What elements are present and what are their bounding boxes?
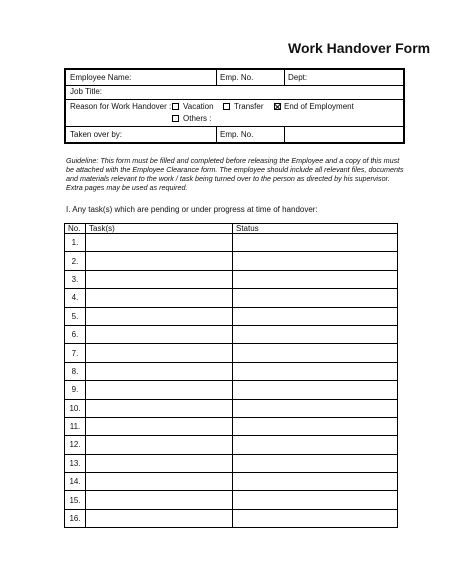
table-row bbox=[65, 344, 398, 362]
task-cell[interactable] bbox=[86, 417, 233, 435]
table-row bbox=[65, 399, 398, 417]
row-divider bbox=[66, 99, 403, 100]
others-label: Others : bbox=[183, 114, 212, 123]
status-cell[interactable] bbox=[233, 436, 398, 454]
row-number: 15. bbox=[65, 491, 86, 509]
transfer-label: Transfer bbox=[234, 102, 264, 111]
col-divider bbox=[284, 70, 285, 85]
row-number: 16. bbox=[65, 509, 86, 527]
row-number: 1. bbox=[65, 234, 86, 252]
col-header-status: Status bbox=[233, 224, 398, 234]
form-title: Work Handover Form bbox=[288, 40, 431, 56]
task-cell[interactable] bbox=[86, 509, 233, 527]
status-cell[interactable] bbox=[233, 362, 398, 380]
task-cell[interactable] bbox=[86, 307, 233, 325]
job-title-label: Job Title: bbox=[70, 87, 103, 96]
task-cell[interactable] bbox=[86, 270, 233, 288]
end-of-employment-checkbox[interactable] bbox=[274, 103, 281, 110]
row-number: 8. bbox=[65, 362, 86, 380]
table-row bbox=[65, 289, 398, 307]
task-cell[interactable] bbox=[86, 362, 233, 380]
tasks-table bbox=[64, 223, 398, 528]
others-checkbox[interactable] bbox=[172, 115, 179, 122]
task-cell[interactable] bbox=[86, 344, 233, 362]
col-header-no: No. bbox=[65, 224, 86, 234]
row-number: 7. bbox=[65, 344, 86, 362]
col-header-tasks: Task(s) bbox=[86, 224, 233, 234]
table-row bbox=[65, 325, 398, 343]
status-cell[interactable] bbox=[233, 252, 398, 270]
task-cell[interactable] bbox=[86, 491, 233, 509]
row-number: 3. bbox=[65, 270, 86, 288]
status-cell[interactable] bbox=[233, 234, 398, 252]
row-divider bbox=[66, 85, 403, 86]
employee-name-label: Employee Name: bbox=[70, 73, 132, 82]
status-cell[interactable] bbox=[233, 289, 398, 307]
transfer-checkbox[interactable] bbox=[223, 103, 230, 110]
task-cell[interactable] bbox=[86, 234, 233, 252]
row-number: 4. bbox=[65, 289, 86, 307]
task-cell[interactable] bbox=[86, 454, 233, 472]
task-cell[interactable] bbox=[86, 325, 233, 343]
taken-over-by-label: Taken over by: bbox=[70, 130, 123, 139]
task-cell[interactable] bbox=[86, 252, 233, 270]
row-number: 11. bbox=[65, 417, 86, 435]
status-cell[interactable] bbox=[233, 417, 398, 435]
row-divider bbox=[66, 126, 403, 127]
table-row bbox=[65, 270, 398, 288]
table-row bbox=[65, 381, 398, 399]
task-cell[interactable] bbox=[86, 436, 233, 454]
status-cell[interactable] bbox=[233, 325, 398, 343]
row-number: 10. bbox=[65, 399, 86, 417]
table-row bbox=[65, 307, 398, 325]
guideline-text: Guideline: This form must be filled and completed before releasing the Employee and a copy of this must be attached with the Employee Clearance form. The employee should include all relevant files, documents and materials relevant to the work / task being turned over to the person as directed by his supervisor. Extra pages may be used as required. bbox=[66, 156, 404, 192]
col-divider bbox=[216, 126, 217, 144]
row-number: 12. bbox=[65, 436, 86, 454]
status-cell[interactable] bbox=[233, 381, 398, 399]
employee-info-box bbox=[64, 68, 405, 144]
table-row bbox=[65, 436, 398, 454]
task-cell[interactable] bbox=[86, 381, 233, 399]
table-row bbox=[65, 491, 398, 509]
table-row bbox=[65, 252, 398, 270]
col-divider bbox=[216, 70, 217, 85]
table-row bbox=[65, 454, 398, 472]
row-number: 13. bbox=[65, 454, 86, 472]
status-cell[interactable] bbox=[233, 491, 398, 509]
status-cell[interactable] bbox=[233, 270, 398, 288]
table-row bbox=[65, 417, 398, 435]
task-cell[interactable] bbox=[86, 289, 233, 307]
dept-label: Dept: bbox=[288, 73, 308, 82]
table-header-row bbox=[65, 224, 398, 234]
row-number: 14. bbox=[65, 473, 86, 491]
reason-label: Reason for Work Handover : bbox=[70, 102, 172, 111]
vacation-label: Vacation bbox=[183, 102, 214, 111]
table-row bbox=[65, 509, 398, 527]
emp-no-label-2: Emp. No. bbox=[220, 130, 254, 139]
status-cell[interactable] bbox=[233, 344, 398, 362]
row-number: 5. bbox=[65, 307, 86, 325]
table-row bbox=[65, 362, 398, 380]
row-number: 9. bbox=[65, 381, 86, 399]
status-cell[interactable] bbox=[233, 399, 398, 417]
end-of-employment-label: End of Employment bbox=[284, 102, 354, 111]
section-heading: I. Any task(s) which are pending or under progress at time of handover: bbox=[66, 205, 318, 214]
status-cell[interactable] bbox=[233, 473, 398, 491]
status-cell[interactable] bbox=[233, 454, 398, 472]
status-cell[interactable] bbox=[233, 307, 398, 325]
col-divider bbox=[284, 126, 285, 144]
status-cell[interactable] bbox=[233, 509, 398, 527]
task-cell[interactable] bbox=[86, 399, 233, 417]
emp-no-label: Emp. No. bbox=[220, 73, 254, 82]
task-cell[interactable] bbox=[86, 473, 233, 491]
table-row bbox=[65, 234, 398, 252]
row-number: 2. bbox=[65, 252, 86, 270]
row-number: 6. bbox=[65, 325, 86, 343]
table-row bbox=[65, 473, 398, 491]
vacation-checkbox[interactable] bbox=[172, 103, 179, 110]
